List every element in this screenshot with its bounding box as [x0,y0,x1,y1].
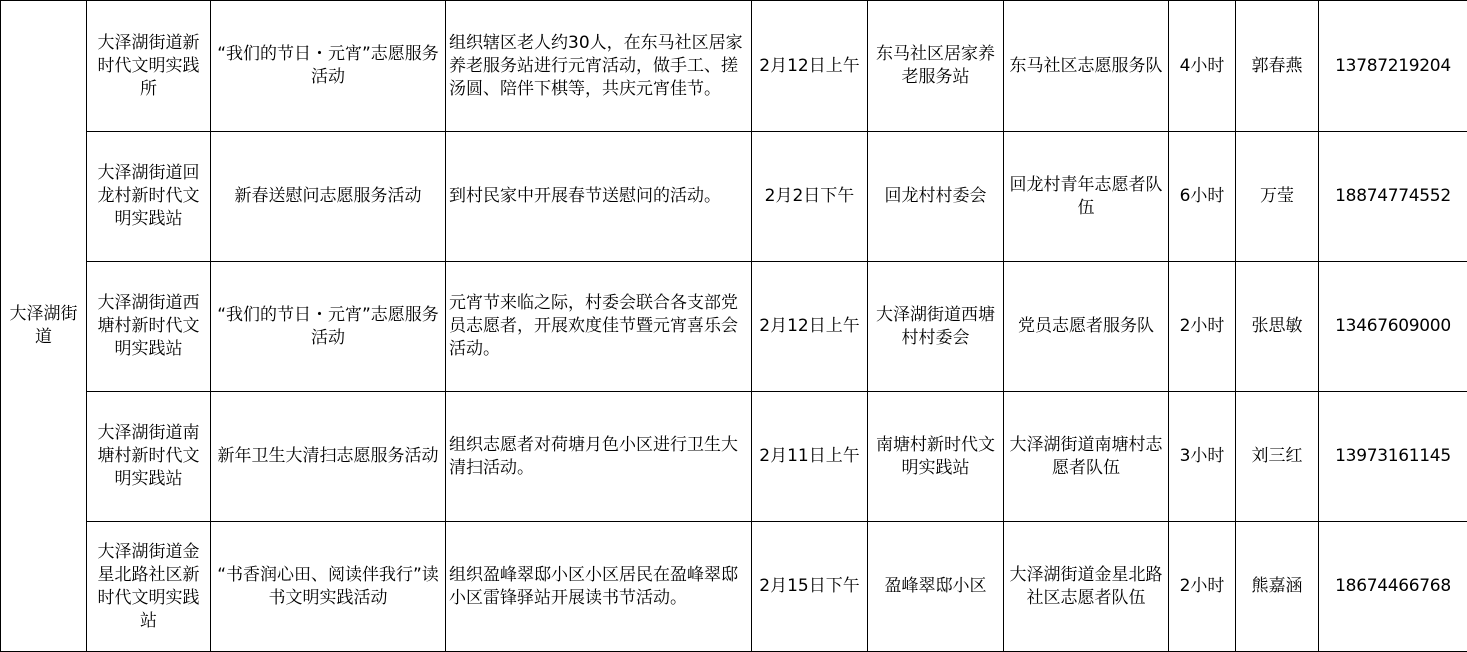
activity-cell: “我们的节日・元宵”志愿服务活动 [211,1,446,132]
duration-cell: 3小时 [1169,392,1236,522]
activity-cell: 新年卫生大清扫志愿服务活动 [211,392,446,522]
contact-cell: 刘三红 [1236,392,1319,522]
team-cell: 党员志愿者服务队 [1004,262,1169,392]
contact-cell: 张思敏 [1236,262,1319,392]
content-cell: 组织志愿者对荷塘月色小区进行卫生大清扫活动。 [446,392,752,522]
time-cell: 2月12日上午 [752,262,868,392]
content-cell: 到村民家中开展春节送慰问的活动。 [446,132,752,262]
content-cell: 组织辖区老人约30人，在东马社区居家养老服务站进行元宵活动，做手工、搓汤圆、陪伴下棋等，共庆元宵佳节。 [446,1,752,132]
activity-cell: “我们的节日・元宵”志愿服务活动 [211,262,446,392]
contact-cell: 郭春燕 [1236,1,1319,132]
phone-cell: 13973161145 [1319,392,1467,522]
time-cell: 2月15日下午 [752,522,868,652]
team-cell: 大泽湖街道金星北路社区志愿者队伍 [1004,522,1169,652]
table-row [1,1,1467,132]
station-cell: 大泽湖街道西塘村新时代文明实践站 [87,262,211,392]
station-cell: 大泽湖街道南塘村新时代文明实践站 [87,392,211,522]
location-cell: 盈峰翠邸小区 [868,522,1004,652]
phone-cell: 18674466768 [1319,522,1467,652]
phone-cell: 13467609000 [1319,262,1467,392]
contact-cell: 熊嘉涵 [1236,522,1319,652]
table-row [1,522,1467,652]
table-row [1,132,1467,262]
phone-cell: 13787219204 [1319,1,1467,132]
duration-cell: 4小时 [1169,1,1236,132]
location-cell: 大泽湖街道西塘村村委会 [868,262,1004,392]
duration-cell: 2小时 [1169,522,1236,652]
location-cell: 南塘村新时代文明实践站 [868,392,1004,522]
location-cell: 东马社区居家养老服务站 [868,1,1004,132]
table-row [1,392,1467,522]
time-cell: 2月2日下午 [752,132,868,262]
time-cell: 2月11日上午 [752,392,868,522]
district-cell: 大泽湖街道 [1,1,87,652]
duration-cell: 2小时 [1169,262,1236,392]
team-cell: 东马社区志愿服务队 [1004,1,1169,132]
station-cell: 大泽湖街道金星北路社区新时代文明实践站 [87,522,211,652]
table-row [1,262,1467,392]
station-cell: 大泽湖街道回龙村新时代文明实践站 [87,132,211,262]
contact-cell: 万莹 [1236,132,1319,262]
time-cell: 2月12日上午 [752,1,868,132]
activity-cell: “书香润心田、阅读伴我行”读书文明实践活动 [211,522,446,652]
activity-cell: 新春送慰问志愿服务活动 [211,132,446,262]
station-cell: 大泽湖街道新时代文明实践所 [87,1,211,132]
duration-cell: 6小时 [1169,132,1236,262]
phone-cell: 18874774552 [1319,132,1467,262]
team-cell: 回龙村青年志愿者队伍 [1004,132,1169,262]
team-cell: 大泽湖街道南塘村志愿者队伍 [1004,392,1169,522]
location-cell: 回龙村村委会 [868,132,1004,262]
content-cell: 元宵节来临之际，村委会联合各支部党员志愿者，开展欢度佳节暨元宵喜乐会活动。 [446,262,752,392]
content-cell: 组织盈峰翠邸小区小区居民在盈峰翠邸小区雷锋驿站开展读书节活动。 [446,522,752,652]
